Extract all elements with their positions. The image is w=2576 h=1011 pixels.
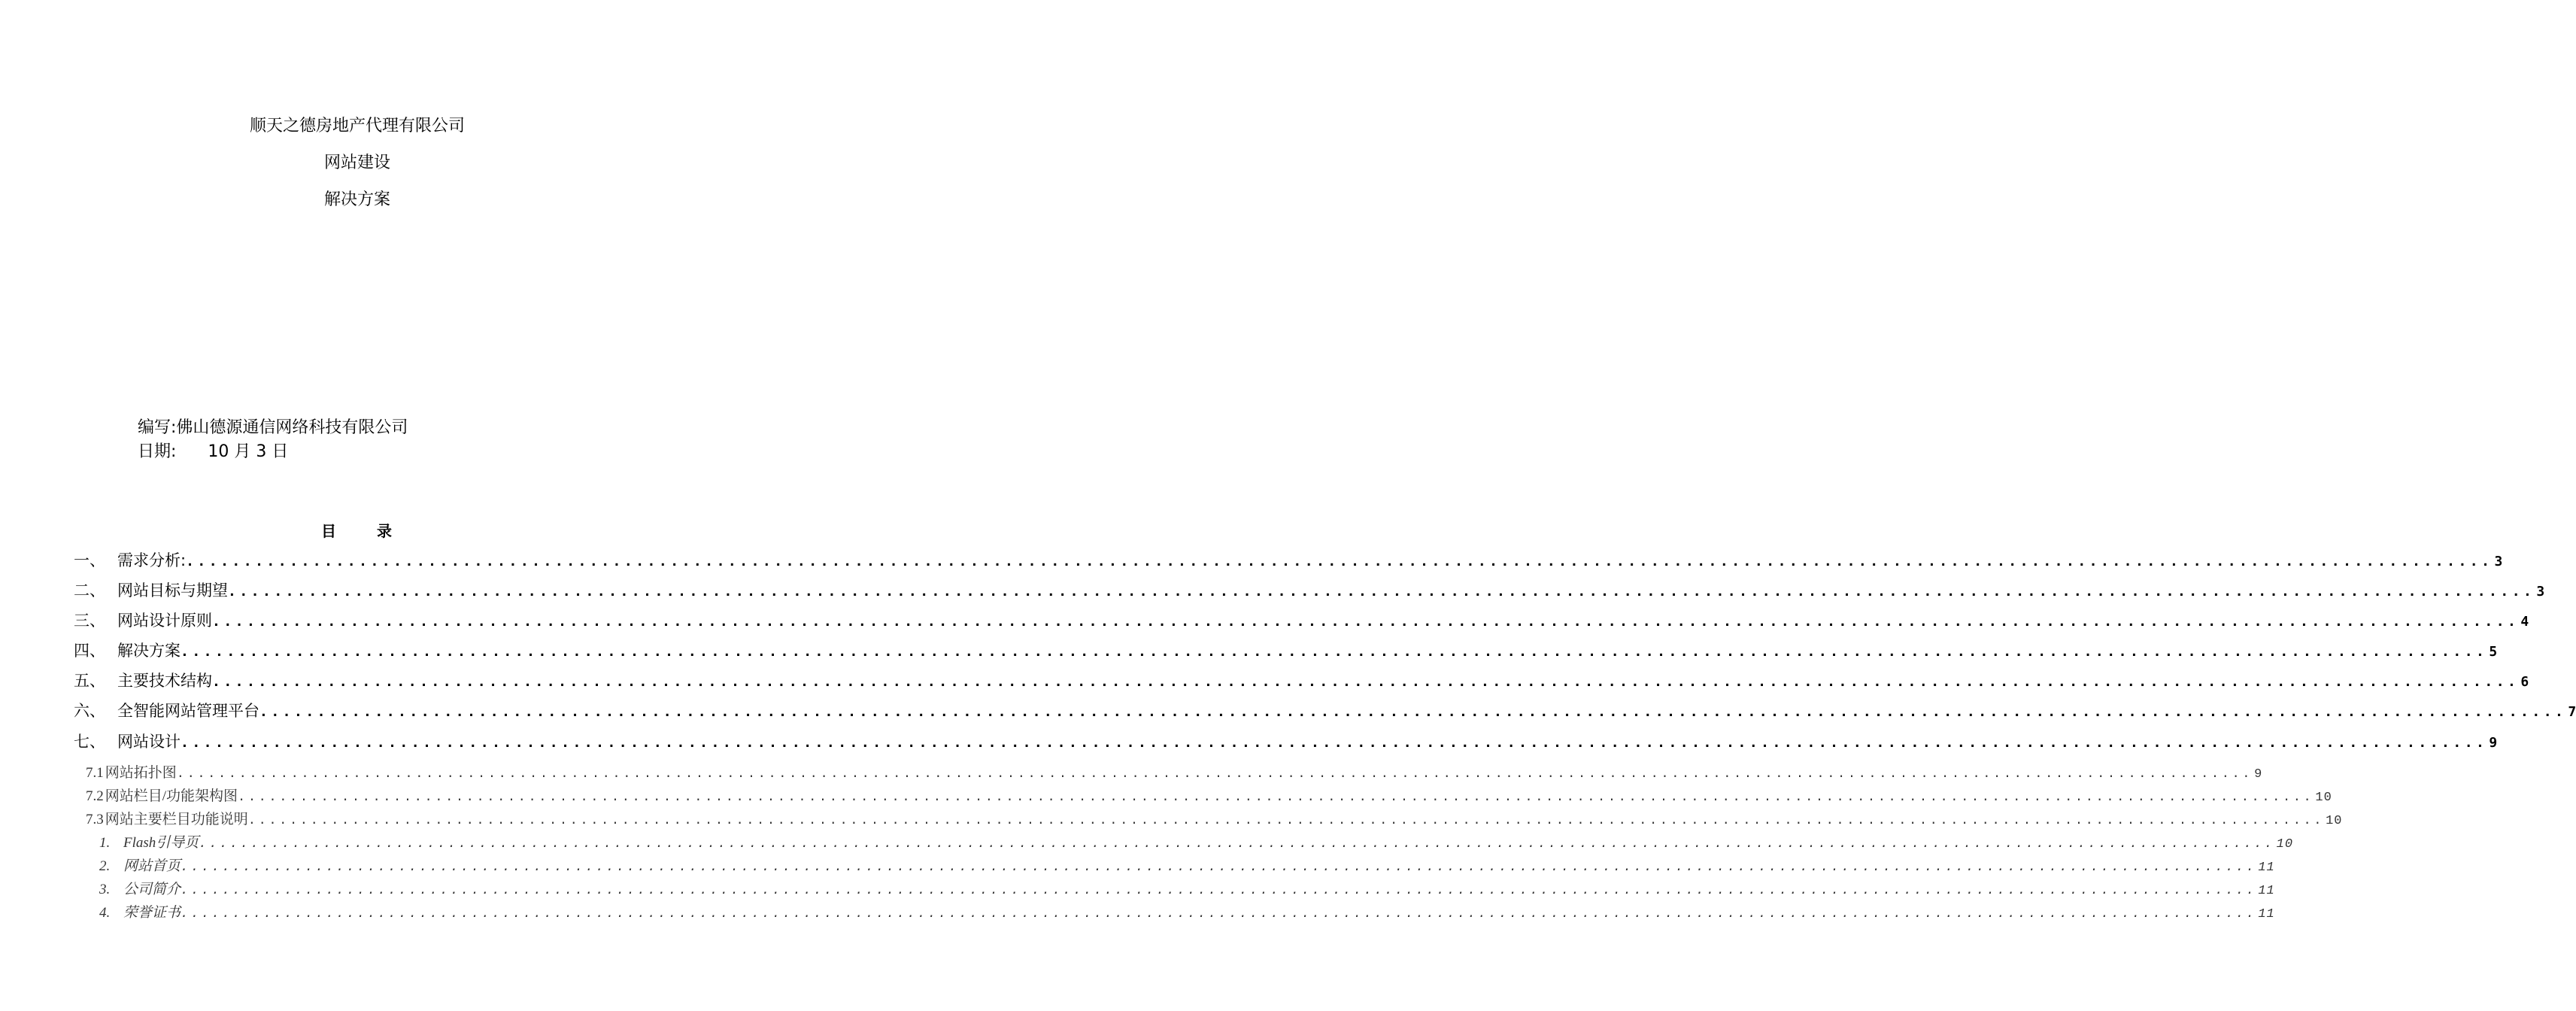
- toc-subentry-7-1[interactable]: [86, 761, 2263, 782]
- toc-entry-page: 9: [2489, 735, 2498, 751]
- toc-entry-page: 7: [2568, 704, 2576, 720]
- toc-entry-7[interactable]: [74, 730, 2498, 752]
- cover-company-title: 顺天之德房地产代理有限公司: [249, 117, 465, 135]
- toc-entry-title: 网站设计: [117, 733, 181, 751]
- toc-item-number: 1.: [99, 835, 111, 851]
- toc-leader-dots: ........................................................................................................................................................................................................: [181, 644, 2488, 660]
- toc-leader-dots: ........................................................................................................................................................................................................: [212, 674, 2520, 690]
- toc-item-title: 荣誉证书: [123, 905, 181, 921]
- toc-entry-page: 3: [2494, 554, 2503, 569]
- toc-item-page: 11: [2258, 861, 2275, 875]
- toc-leader-dots: ........................................................................................................................................................................................................: [176, 767, 2253, 782]
- toc-subentry-number: 7.1: [86, 765, 104, 781]
- toc-item-page: 11: [2258, 907, 2275, 921]
- toc-leader-dots: ........................................................................................................................................................................................................: [181, 884, 2257, 898]
- toc-item-3[interactable]: [99, 878, 2275, 898]
- toc-leader-dots: ........................................................................................................................................................................................................: [199, 837, 2275, 852]
- toc-item-title: 网站首页: [123, 858, 181, 874]
- toc-item-1[interactable]: [99, 831, 2294, 852]
- toc-entry-number: 一、: [74, 551, 105, 569]
- toc-entry-4[interactable]: [74, 639, 2498, 661]
- toc-entry-5[interactable]: [74, 669, 2529, 691]
- toc-heading-part2: 录: [377, 522, 393, 540]
- author-line: [138, 414, 408, 438]
- toc-subentry-title: 网站拓扑图: [105, 765, 177, 781]
- toc-leader-dots: ........................................................................................................................................................................................................: [228, 584, 2535, 600]
- toc-subentry-page: 9: [2254, 767, 2263, 782]
- toc-item-number: 3.: [99, 882, 111, 897]
- toc-entry-title: 需求分析:: [117, 551, 187, 569]
- toc-entry-number: 二、: [74, 581, 105, 600]
- date-month-unit: 月: [234, 442, 251, 461]
- toc-entry-page: 3: [2536, 584, 2545, 600]
- toc-leader-dots: ........................................................................................................................................................................................................: [181, 907, 2257, 921]
- toc-entry-title: 解决方案: [117, 642, 181, 660]
- toc-entry-title: 全智能网站管理平台: [117, 702, 259, 720]
- toc-item-2[interactable]: [99, 855, 2275, 875]
- toc-subentry-title: 网站栏目/功能架构图: [105, 788, 238, 804]
- date-month: 10: [208, 442, 229, 461]
- toc-item-number: 4.: [99, 905, 111, 921]
- toc-item-page: 11: [2258, 884, 2275, 898]
- date-label: 日期:: [138, 442, 177, 461]
- date-day-unit: 日: [272, 442, 289, 461]
- toc-item-4[interactable]: [99, 901, 2275, 921]
- cover-project-title: 网站建设: [323, 153, 390, 172]
- toc-item-page: 10: [2276, 837, 2294, 852]
- toc-item-number: 2.: [99, 858, 111, 874]
- toc-item-title: 公司简介: [123, 882, 181, 897]
- toc-entry-1[interactable]: [74, 548, 2503, 571]
- toc-leader-dots: ........................................................................................................................................................................................................: [186, 554, 2493, 569]
- toc-leader-dots: ........................................................................................................................................................................................................: [181, 861, 2257, 875]
- toc-entry-page: 5: [2489, 644, 2498, 660]
- author-label: 编写:: [138, 418, 177, 437]
- toc-subentry-page: 10: [2326, 814, 2343, 828]
- toc-subentry-number: 7.2: [86, 788, 104, 804]
- author-name: 佛山德源通信网络科技有限公司: [176, 418, 408, 437]
- toc-heading-part1: 目: [321, 522, 338, 540]
- toc-item-title: Flash引导页: [123, 835, 199, 851]
- toc-subentry-number: 7.3: [86, 812, 104, 827]
- toc-leader-dots: ........................................................................................................................................................................................................: [238, 791, 2314, 805]
- toc-entry-number: 三、: [74, 612, 105, 630]
- cover-doc-type: 解决方案: [323, 190, 390, 209]
- toc-entry-number: 七、: [74, 733, 105, 751]
- toc-entry-page: 4: [2520, 614, 2529, 630]
- toc-subentry-7-2[interactable]: [86, 785, 2332, 805]
- toc-entry-number: 四、: [74, 642, 105, 660]
- toc-entry-title: 网站设计原则: [117, 612, 212, 630]
- toc-entry-6[interactable]: [74, 699, 2576, 721]
- toc-leader-dots: ........................................................................................................................................................................................................: [247, 814, 2325, 828]
- toc-entry-2[interactable]: [74, 578, 2545, 601]
- toc-entry-number: 五、: [74, 672, 105, 690]
- date-line: [138, 439, 288, 462]
- toc-entry-3[interactable]: [74, 609, 2529, 631]
- toc-leader-dots: ........................................................................................................................................................................................................: [259, 704, 2567, 720]
- toc-leader-dots: ........................................................................................................................................................................................................: [181, 735, 2488, 751]
- toc-entry-title: 主要技术结构: [117, 672, 212, 690]
- toc-subentry-7-3[interactable]: [86, 808, 2343, 828]
- toc-heading: [0, 519, 715, 541]
- toc-entry-title: 网站目标与期望: [117, 581, 228, 600]
- toc-leader-dots: ........................................................................................................................................................................................................: [212, 614, 2520, 630]
- toc-entry-page: 6: [2520, 674, 2529, 690]
- toc-entry-number: 六、: [74, 702, 105, 720]
- toc-subentry-title: 网站主要栏目功能说明: [105, 812, 248, 827]
- date-day: 3: [256, 442, 267, 461]
- toc-subentry-page: 10: [2315, 791, 2332, 805]
